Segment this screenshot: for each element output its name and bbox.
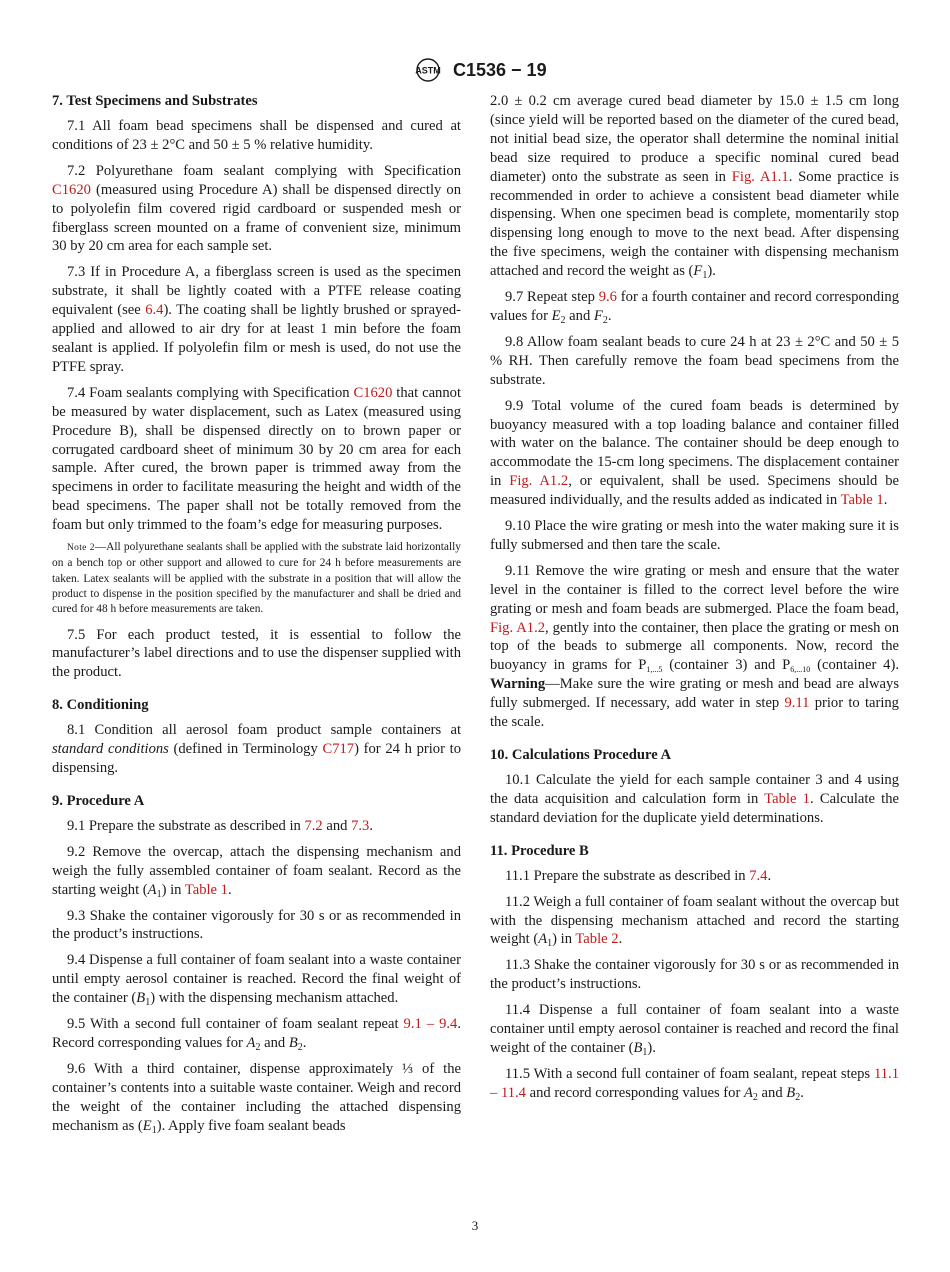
section-8-heading: 8. Conditioning	[52, 697, 149, 714]
astm-logo-icon	[408, 58, 448, 82]
link-fig-a1-1[interactable]: Fig. A1.1	[731, 168, 789, 185]
paragraph-11-3: 11.3 Shake the container vigorously for 30 s or as recommended in the product’s instructions.	[490, 957, 899, 993]
link-c1620[interactable]: C1620	[52, 181, 91, 198]
paragraph-11-4: 11.4 Dispense a full container of foam sealant into a waste container until empty aerosol container is reached and record the final weight of the container $(B_1)$.	[490, 1002, 899, 1058]
paragraph-9-3: 9.3 Shake the container vigorously for 30 s or as recommended in the product’s instructions.	[52, 907, 461, 943]
link-9-6[interactable]: 9.6	[598, 289, 617, 306]
page-number: 3	[471, 1218, 479, 1233]
paragraph-9-6-continued: 2.0 ± 0.2 cm average cured bead diameter by 15.0 ± 1.5 cm long (since yield will be reported based on the diameter of the cured bead, not initial bead size, the operator shall determine the nominal initial bead size required to produce a specific nominal cured bead diameter) onto the substrate as seen in Fig. A1.1. Some practice is recommended in order to achieve a consistent bead diameter while dispensing. When one specimen bead is complete, momentarily stop dispensing long enough to move to the next bead. After dispensing the five specimens, weigh the container with dispensing mechanism attached and record the weight as $(F_1)$.	[490, 93, 899, 282]
paragraph-9-10: 9.10 Place the wire grating or mesh into the water making sure it is fully submersed and then tare the scale.	[490, 518, 899, 553]
paragraph-9-11: 9.11 Remove the wire grating or mesh and ensure that the water level in the container is filled to the correct level before the wire grating or mesh and foam beads are submerged. Place the foam bead, Fig. A1.2, gently into the container, then place the grating or mesh on top of the beads to submerge all components. Now, record the buoyancy in grams for $P_{1,...5}$ (container 3) and $P_{6,...10}$ (container 4). Warning—Make sure the wire grating or mesh and bead are always fully submerged. If necessary, add water in step 9.11 prior to taring the scale.	[490, 562, 899, 731]
link-table-1[interactable]: Table 1	[764, 790, 810, 807]
paragraph-11-2: 11.2 Weigh a full container of foam sealant without the overcap but with the dispensing mechanism attached and record the starting weight $(A_1)$ in Table 2.	[490, 893, 899, 950]
paragraph-9-4: 9.4 Dispense a full container of foam sealant into a waste container until empty aerosol container is reached. Record the final weight of the container $(B_1)$ with the dispensing mechanism attached.	[52, 952, 461, 1009]
link-table-2[interactable]: Table 2	[575, 931, 619, 948]
link-7-4[interactable]: 7.4	[749, 867, 768, 884]
link-9-1[interactable]: 9.1	[403, 1016, 422, 1033]
note-2: Note 2—All polyurethane sealants shall be applied with the substrate laid horizontally on a bench top or other support and allowed to cure for 24 h before measurements are taken. Latex sealants will be applied with the substrate in a position that will allow the product to dispense in the position specified by the manufacturer and shall be dried and cured for 48 h before measurements are taken.	[52, 541, 461, 616]
paragraph-9-7: 9.7 Repeat step 9.6 for a fourth container and record corresponding values for $E_2$ and $F_2$.	[490, 289, 899, 326]
link-c717[interactable]: C717	[322, 741, 355, 758]
link-7-2[interactable]: 7.2	[304, 817, 323, 834]
link-table-1[interactable]: Table 1	[840, 492, 884, 509]
section-7-heading: 7. Test Specimens and Substrates	[52, 93, 258, 109]
link-9-4[interactable]: – 9.4	[426, 1016, 458, 1033]
link-11-1-11-4[interactable]: 11.1 – 11.4	[490, 1065, 899, 1101]
link-fig-a1-2[interactable]: Fig. A1.2	[509, 473, 569, 490]
paragraph-7-1: 7.1 All foam bead specimens shall be dispensed and cured at conditions of 23 ± 2°C and 50 ± 5 % relative humidity.	[52, 118, 461, 153]
paragraph-7-2: 7.2 Polyurethane foam sealant complying with Specification C1620 (measured using Procedure A) shall be dispensed directly on to polyolefin film covered rigid cardboard or suspended mesh or fiberglass screen mounted on a frame of convenient size, minimum 30 by 20 cm area for each sample set.	[52, 162, 461, 255]
paragraph-9-9: 9.9 Total volume of the cured foam beads is determined by buoyancy measured with a top loading balance and container filled with water on the balance. The container should be deep enough to accommodate the 15-cm long specimens. The displacement container in Fig. A1.2, or equivalent, shall be used. Specimens should be measured individually, and the results added as indicated in Table 1.	[490, 397, 899, 509]
document-designation: C1536 − 19	[453, 60, 547, 80]
paragraph-8-1: 8.1 Condition all aerosol foam product sample containers at standard conditions (defined in Terminology C717) for 24 h prior to dispensing.	[52, 722, 461, 777]
link-table-1[interactable]: Table 1	[184, 881, 228, 898]
section-10-heading: 10. Calculations Procedure A	[490, 747, 672, 763]
paragraph-11-1: 11.1 Prepare the substrate as described in 7.4.	[505, 867, 772, 884]
paragraph-11-5: 11.5 With a second full container of foam sealant, repeat steps 11.1 – 11.4 and record corresponding values for $A_2$ and $B_2$.	[490, 1065, 899, 1103]
paragraph-9-2: 9.2 Remove the overcap, attach the dispensing mechanism and weigh the fully assembled container of foam sealant. Record as the starting weight $(A_1)$ in Table 1.	[52, 843, 461, 900]
paragraph-7-4: 7.4 Foam sealants complying with Specification C1620 that cannot be measured by water displacement, such as Latex (measured using Procedure B), shall be dispensed directly on to brown paper or corrugated cardboard sheet of minimum 30 by 20 cm area for each sample. After cured, the brown paper is trimmed away from the specimens in order to facilitate measuring the height and width of the bead specimens. The paper shall not be totally removed from the foam but only trimmed to the foam’s edge for measuring purposes.	[52, 384, 461, 534]
link-9-11[interactable]: 9.11	[784, 695, 810, 712]
link-c1620[interactable]: C1620	[353, 384, 393, 401]
link-fig-a1-2[interactable]: Fig. A1.2	[490, 619, 546, 636]
link-6-4[interactable]: 6.4	[145, 302, 164, 319]
paragraph-7-5: 7.5 For each product tested, it is essential to follow the manufacturer’s label directions and to use the dispenser supplied with the product.	[52, 626, 461, 681]
paragraph-9-6: 9.6 With a third container, dispense approximately ⅓ of the container’s contents into a suitable waste container. Weigh and record the weight of the container including the attached dispensing mechanism as $(E_1)$. Apply five foam sealant beads	[52, 1060, 461, 1136]
warning-label: Warning	[490, 676, 546, 693]
section-9-heading: 9. Procedure A	[52, 792, 145, 809]
note-label: Note 2	[67, 543, 95, 554]
paragraph-9-8: 9.8 Allow foam sealant beads to cure 24 h at 23 ± 2°C and 50 ± 5 % RH. Then carefully remove the foam bead specimens from the substrate.	[490, 333, 899, 388]
left-column	[52, 92, 461, 1143]
paragraph-9-1: 9.1 Prepare the substrate as described in 7.2 and 7.3.	[67, 817, 374, 834]
section-11-heading: 11. Procedure B	[490, 842, 589, 859]
paragraph-10-1: 10.1 Calculate the yield for each sample container 3 and 4 using the data acquisition and calculation form in Table 1. Calculate the standard deviation for the duplicate yield determinations.	[490, 772, 899, 826]
page-header	[0, 58, 950, 84]
paragraph-9-5: 9.5 With a second full container of foam sealant repeat 9.1 – 9.4. Record corresponding values for $A_2$ and $B_2$.	[52, 1016, 461, 1054]
logo-text: ASTM	[415, 65, 441, 76]
link-7-3[interactable]: 7.3	[351, 817, 370, 834]
paragraph-7-3: 7.3 If in Procedure A, a fiberglass screen is used as the specimen substrate, it shall be lightly coated with a PTFE release coating equivalent (see 6.4). The coating shall be lightly brushed or sprayed-applied and allowed to air dry for at least 1 min before the foam sealant is applied. If polyolefin film or mesh is used, do not use the PTFE spray.	[52, 264, 461, 375]
right-column	[490, 92, 899, 1110]
